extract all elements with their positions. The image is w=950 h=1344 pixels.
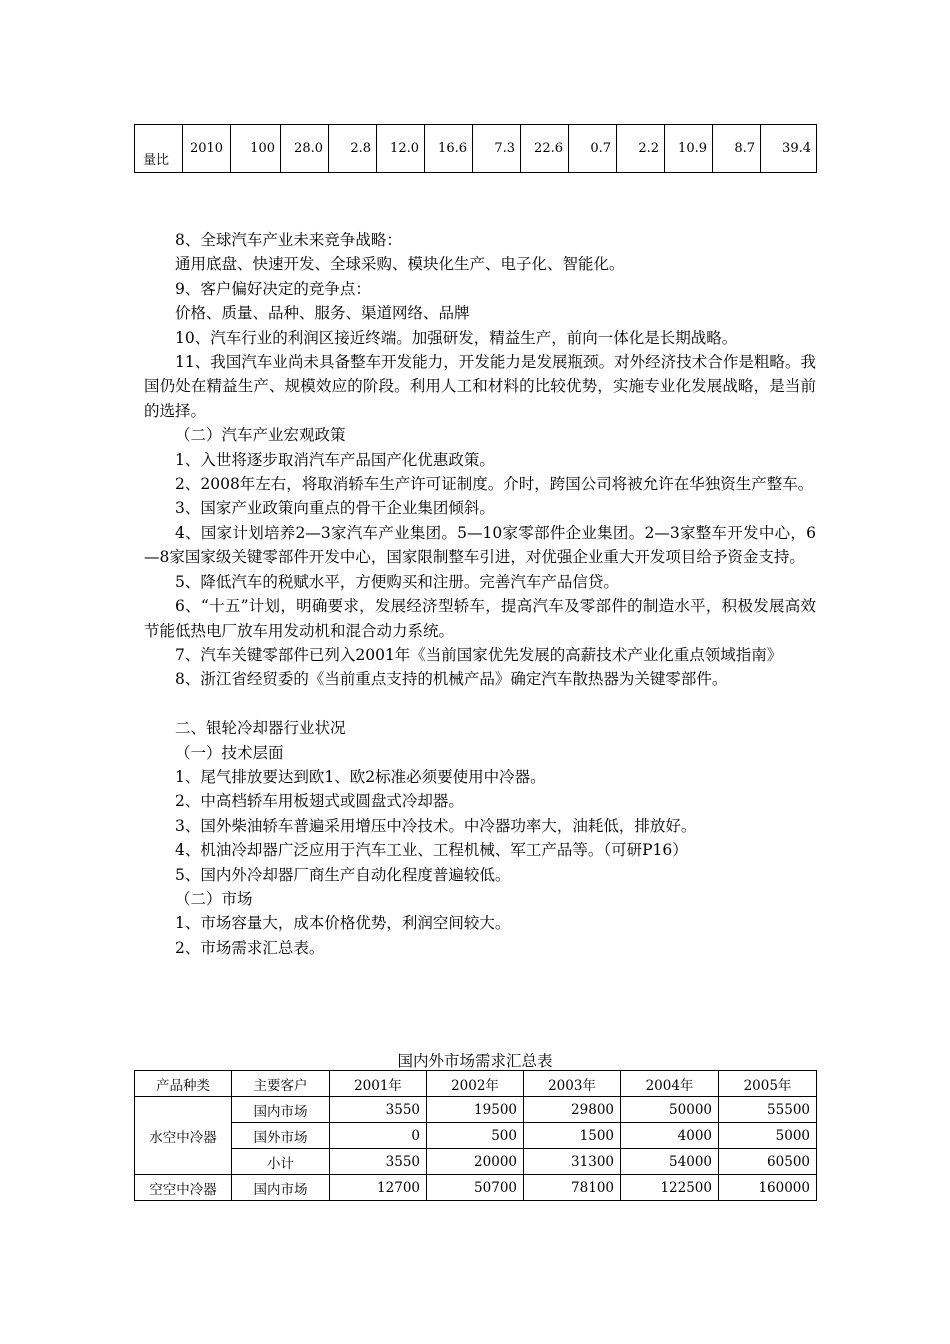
customer-cell: 国内市场: [232, 1097, 330, 1123]
column-header: 2003年: [524, 1071, 621, 1097]
table-row: [135, 1123, 817, 1149]
value-cell: 78100: [524, 1175, 621, 1201]
value-cell: 20000: [427, 1149, 524, 1175]
column-header: 主要客户: [232, 1071, 330, 1097]
column-header: 2005年: [719, 1071, 817, 1097]
column-header: 2002年: [427, 1071, 524, 1097]
paragraph: 9、客户偏好决定的竞争点：: [175, 279, 371, 298]
value-cell: 50700: [427, 1175, 524, 1201]
value-cell: 5000: [719, 1123, 817, 1149]
paragraph: 5、降低汽车的税赋水平，方便购买和注册。完善汽车产品信贷。: [175, 572, 619, 591]
column-header: 2004年: [621, 1071, 719, 1097]
paragraph: 4、国家计划培养2—3家汽车产业集团。5—10家零部件企业集团。2—3家整车开发中心，6—8家国家级关键零部件开发中心，国家限制整车引进，对优强企业重大开发项目给予资金支持。: [144, 523, 816, 567]
value-cell: 3550: [330, 1149, 427, 1175]
value-cell: 16.6: [425, 125, 473, 173]
row-label: 量比: [135, 125, 183, 173]
customer-cell: 小计: [232, 1149, 330, 1175]
paragraph: 1、市场容量大，成本价格优势，利润空间较大。: [175, 914, 511, 933]
value-cell: 22.6: [521, 125, 569, 173]
value-cell: 3550: [330, 1097, 427, 1123]
paragraph: 11、我国汽车业尚未具备整车开发能力，开发能力是发展瓶颈。对外经济技术合作是粗略。我国仍处在精益生产、规模效应的阶段。利用人工和材料的比较优势，实施专业化发展战略，是当前的选择。: [144, 353, 816, 420]
paragraph: 2、2008年左右，将取消轿车生产许可证制度。介时，跨国公司将被允许在华独资生产整车。: [175, 475, 814, 494]
paragraph: 2、中高档轿车用板翅式或圆盘式冷却器。: [175, 792, 464, 811]
paragraph: 5、国内外冷却器厂商生产自动化程度普遍较低。: [175, 865, 511, 884]
value-cell: 4000: [621, 1123, 719, 1149]
paragraph: 价格、质量、品种、服务、渠道网络、品牌: [175, 304, 470, 323]
value-cell: 12700: [330, 1175, 427, 1201]
paragraph: 通用底盘、快速开发、全球采购、模块化生产、电子化、智能化。: [175, 255, 625, 274]
paragraph: 3、国家产业政策向重点的骨干企业集团倾斜。: [175, 499, 495, 518]
value-cell: 19500: [427, 1097, 524, 1123]
customer-cell: 国外市场: [232, 1123, 330, 1149]
value-cell: 31300: [524, 1149, 621, 1175]
paragraph: 10、汽车行业的利润区接近终端。加强研发，精益生产，前向一体化是长期战略。: [175, 328, 738, 347]
value-cell: 500: [427, 1123, 524, 1149]
table-caption: 国内外市场需求汇总表: [397, 1052, 553, 1070]
table-row: [135, 1175, 817, 1201]
value-cell: 0: [330, 1123, 427, 1149]
section-heading: （一）技术层面: [175, 743, 284, 762]
column-header: 2001年: [330, 1071, 427, 1097]
paragraph: 4、机油冷却器广泛应用于汽车工业、工程机械、军工产品等。（可研P16）: [175, 841, 688, 860]
top-data-table: [134, 124, 817, 173]
paragraph: 3、国外柴油轿车普遍采用增压中冷技术。中冷器功率大，油耗低，排放好。: [175, 816, 697, 835]
table-row: [135, 1149, 817, 1175]
value-cell: 10.9: [665, 125, 713, 173]
table-row: [135, 1097, 817, 1123]
customer-cell: 国内市场: [232, 1175, 330, 1201]
value-cell: 28.0: [281, 125, 329, 173]
year-cell: 2010: [183, 125, 231, 173]
value-cell: 39.4: [761, 125, 817, 173]
paragraph: 1、入世将逐步取消汽车产品国产化优惠政策。: [175, 450, 495, 469]
product-cell: 空空中冷器: [135, 1175, 232, 1201]
value-cell: 12.0: [377, 125, 425, 173]
value-cell: 1500: [524, 1123, 621, 1149]
paragraph: 6、“十五”计划，明确要求，发展经济型轿车，提高汽车及零部件的制造水平，积极发展高效节能低热电厂放车用发动机和混合动力系统。: [144, 597, 816, 640]
value-cell: 50000: [621, 1097, 719, 1123]
value-cell: 160000: [719, 1175, 817, 1201]
value-cell: 2.2: [617, 125, 665, 173]
demand-table: [134, 1070, 817, 1201]
value-cell: 2.8: [329, 125, 377, 173]
paragraph: 8、全球汽车产业未来竞争战略：: [175, 231, 402, 249]
product-cell: 水空中冷器: [135, 1097, 232, 1175]
section-heading: （二）市场: [175, 889, 253, 908]
paragraph: 8、浙江省经贸委的《当前重点支持的机械产品》确定汽车散热器为关键零部件。: [175, 670, 728, 689]
value-cell: 8.7: [713, 125, 761, 173]
table-row: [135, 125, 817, 173]
value-cell: 54000: [621, 1149, 719, 1175]
value-cell: 0.7: [569, 125, 617, 173]
paragraph: 2、市场需求汇总表。: [175, 938, 325, 957]
section-heading: 二、银轮冷却器行业状况: [175, 719, 346, 738]
blank-line: [144, 692, 816, 716]
value-cell: 29800: [524, 1097, 621, 1123]
value-cell: 7.3: [473, 125, 521, 173]
section-heading: （二）汽车产业宏观政策: [175, 426, 346, 445]
value-cell: 122500: [621, 1175, 719, 1201]
value-cell: 55500: [719, 1097, 817, 1123]
table-header-row: [135, 1071, 817, 1097]
paragraph: 7、汽车关键零部件已列入2001年《当前国家优先发展的高薪技术产业化重点领域指南》: [175, 645, 783, 664]
paragraph: 1、尾气排放要达到欧1、欧2标准必须要使用中冷器。: [175, 767, 546, 786]
document-body: [144, 228, 816, 960]
column-header: 产品种类: [135, 1071, 232, 1097]
value-cell: 60500: [719, 1149, 817, 1175]
value-cell: 100: [231, 125, 281, 173]
